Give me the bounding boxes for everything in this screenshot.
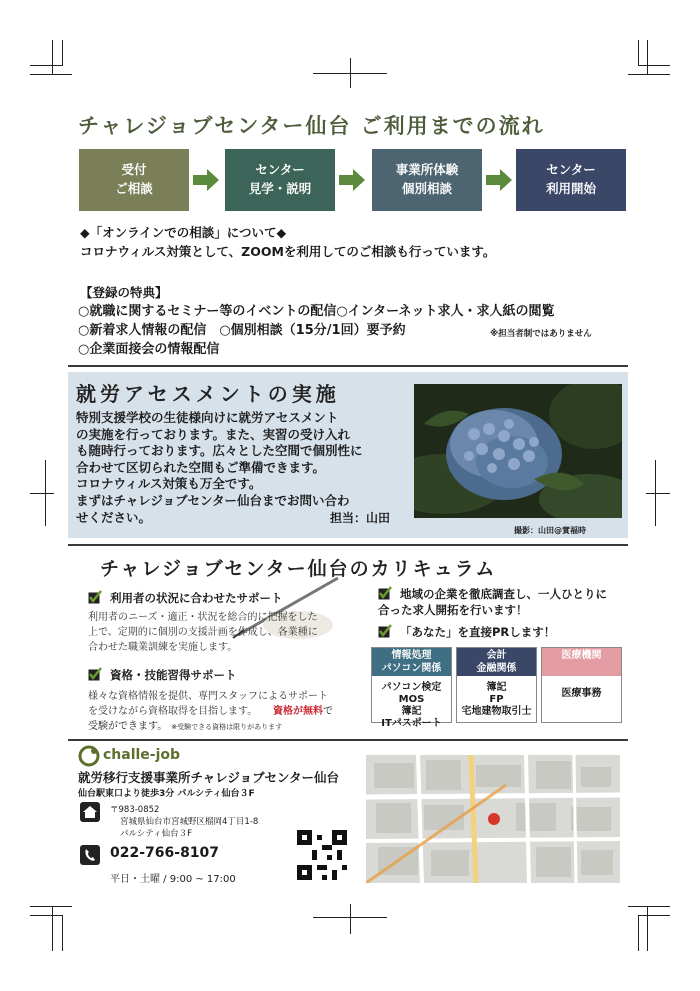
curriculum-item [88, 590, 283, 606]
online-heading: ◆「オンラインでの相談」について◆ [80, 225, 287, 240]
hydrangea-photo [414, 384, 622, 518]
divider [68, 544, 628, 546]
crop-mark [638, 915, 639, 951]
business-hours: 平日・土曜 / 9:00 ~ 17:00 [110, 874, 236, 885]
page-title: チャレジョブセンター仙台 ご利用までの流れ [78, 114, 545, 138]
logo-icon [78, 745, 100, 767]
checkbox-icon [378, 586, 392, 600]
benefit-line: ○就職に関するセミナー等のイベントの配信○インターネット求人・求人紙の閲覧 [78, 304, 555, 319]
qualification-box [456, 647, 537, 723]
crop-mark [30, 915, 62, 916]
crop-mark [638, 915, 670, 916]
box-header: 情報処理 パソコン関係 [372, 648, 451, 676]
postal-code: 〒983-0852 [110, 805, 160, 815]
assessment-body: 特別支援学校の生徒様向けに就労アセスメント の実施を行っております。また、実習の受け入れ も随時行っております。広々とした空間で個別性に 合わせて区切られた空間もご準備できます。 コロナウィルス対策も万全です。 まずはチャレジョブセンター仙台までお問い合わ せください。 [76, 410, 363, 525]
free-suffix: で [323, 706, 333, 717]
box-header: 医療機関 [542, 648, 621, 676]
access-info: 仙台駅東口より徒歩3分 パルシティ仙台３F [78, 789, 255, 799]
crop-mark [638, 65, 670, 66]
exam-line [88, 719, 282, 735]
flow-step-trial [372, 149, 482, 211]
arrow-right-icon [486, 169, 512, 191]
flow-step-label: センター 利用開始 [545, 162, 596, 196]
curriculum-item [88, 667, 237, 683]
crop-mark [647, 40, 648, 75]
address: 宮城県仙台市宮城野区榴岡4丁目1-8 パルシティ仙台３F [120, 817, 259, 839]
flow-step-tour [225, 149, 335, 211]
qualification-box [541, 647, 622, 723]
crop-mark [655, 460, 656, 526]
box-body: パソコン検定 MOS 簿記 ITパスポート [381, 682, 442, 729]
flow-step-reception [79, 149, 189, 211]
curriculum-item-label: 「あなた」を直接PRします！ [400, 625, 556, 639]
benefits-heading: 【登録の特典】 [80, 285, 168, 300]
crop-mark [350, 58, 351, 88]
crop-mark [62, 915, 63, 951]
photo-credit: 撮影：山田@實福時 [514, 526, 586, 535]
crop-mark [628, 74, 670, 75]
crop-mark [30, 74, 72, 75]
curriculum-item-label: 利用者の状況に合わせたサポート [110, 591, 283, 605]
online-text: コロナウィルス対策として、ZOOMを利用してのご相談も行っています。 [80, 244, 496, 259]
curriculum-title: チャレジョブセンター仙台のカリキュラム [100, 558, 497, 580]
crop-mark [52, 40, 53, 75]
benefit-line: ○企業面接会の情報配信 [78, 342, 220, 357]
checkbox-icon [378, 624, 392, 638]
qualification-box [371, 647, 452, 729]
crop-mark [30, 65, 62, 66]
arrow-right-icon [193, 169, 219, 191]
curriculum-item-label: 資格・技能習得サポート [110, 668, 237, 682]
qr-code[interactable] [297, 830, 347, 880]
flow-step-label: センター 見学・説明 [248, 162, 312, 196]
checkbox-icon [88, 590, 102, 604]
box-header: 会計 金融関係 [457, 648, 536, 676]
divider [68, 365, 628, 367]
crop-mark [30, 906, 72, 907]
free-exam-line [273, 704, 333, 719]
box-body: 簿記 FP 宅地建物取引士 [461, 682, 532, 717]
flow-step-label: 受付 ご相談 [115, 162, 153, 196]
crop-mark [628, 906, 670, 907]
assessment-title: 就労アセスメントの実施 [76, 382, 340, 406]
crop-mark [52, 906, 53, 951]
benefit-note: ※担当者制ではありません [490, 329, 592, 339]
org-name: 就労移行支援事業所チャレジョブセンター仙台 [78, 770, 339, 785]
flow-step-start [516, 149, 626, 211]
flow-step-label: 事業所体験 個別相談 [395, 162, 459, 196]
checkbox-icon [88, 667, 102, 681]
crop-mark [646, 493, 670, 494]
divider [68, 739, 628, 741]
exam-text: 受験ができます。 [88, 721, 168, 732]
crop-mark [647, 906, 648, 951]
exam-note: ※受験できる資格は限りがあります [171, 723, 283, 731]
free-highlight: 資格が無料 [273, 706, 323, 717]
curriculum-item [378, 624, 555, 640]
logo-text: challe-job [103, 747, 181, 763]
benefit-line: ○新着求人情報の配信 ○個別相談（15分/1回）要予約 [78, 323, 406, 338]
crop-mark [62, 40, 63, 66]
curriculum-item-label: 地域の企業を徹底調査し、一人ひとりに 合った求人開拓を行います！ [378, 587, 607, 617]
crop-mark [45, 460, 46, 526]
home-icon [80, 802, 100, 822]
arrow-right-icon [339, 169, 365, 191]
crop-mark [30, 493, 54, 494]
location-map[interactable] [366, 755, 620, 883]
curriculum-desc: 利用者のニーズ・適正・状況を総合的に把握をした 上で、定期的に個別の支援計画を作成し、各業種に 合わせた職業訓練を実施します。 [88, 612, 318, 653]
crop-mark [350, 904, 351, 934]
curriculum-desc: 様々な資格情報を提供、専門スタッフによるサポート を受けながら資格取得を目指します。 [88, 691, 328, 717]
box-body: 医療事務 [561, 688, 602, 699]
phone-icon [80, 845, 100, 865]
crop-mark [638, 40, 639, 66]
staff-label: 担当：山田 [330, 511, 391, 525]
curriculum-item [378, 586, 607, 618]
phone-number: 022-766-8107 [110, 845, 220, 861]
